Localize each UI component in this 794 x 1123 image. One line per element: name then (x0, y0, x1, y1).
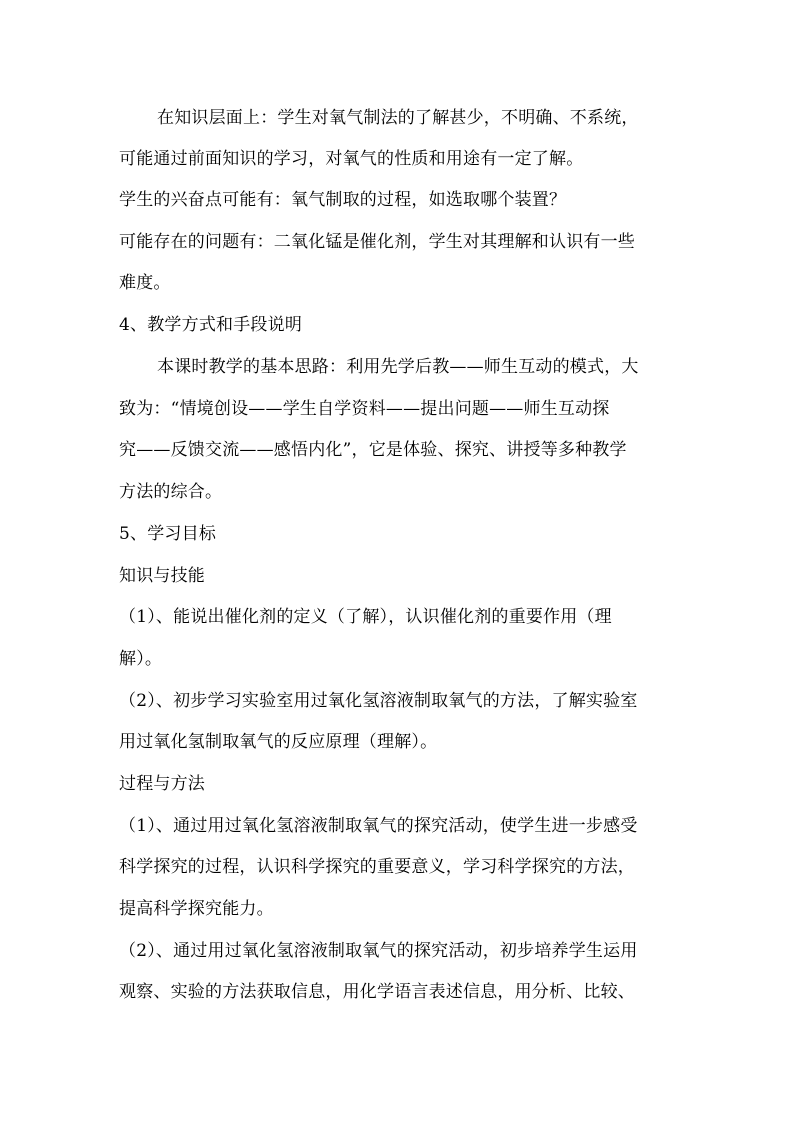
subheading-process-methods: 过程与方法 (119, 774, 205, 794)
paragraph-teaching-approach: 本课时教学的基本思路：利用先学后教——师生互动的模式，大 (157, 357, 639, 377)
paragraph-knowledge-level: 在知识层面上：学生对氧气制法的了解甚少，不明确、不系统， (157, 108, 639, 128)
paragraph-possible-problems: 可能存在的问题有：二氧化锰是催化剂，学生对其理解和认识有一些 (119, 232, 635, 252)
paragraph-interest-points: 学生的兴奋点可能有：氧气制取的过程，如选取哪个装置？ (119, 190, 567, 210)
paragraph-teaching-approach-cont-2: 究——反馈交流——感悟内化”，它是体验、探究、讲授等多种教学 (119, 440, 627, 460)
paragraph-teaching-approach-cont-3: 方法的综合。 (119, 482, 223, 502)
list-item-process-1-cont-1: 科学探究的过程，认识科学探究的重要意义，学习科学探究的方法， (119, 857, 635, 877)
list-item-knowledge-2-cont: 用过氧化氢制取氧气的反应原理（理解）。 (119, 732, 438, 752)
paragraph-knowledge-level-cont: 可能通过前面知识的学习，对氧气的性质和用途有一定了解。 (119, 149, 584, 169)
list-item-knowledge-2: （2）、初步学习实验室用过氧化氢溶液制取氧气的方法，了解实验室 (119, 691, 638, 711)
section-heading-teaching-methods: 4、教学方式和手段说明 (119, 315, 303, 335)
list-item-process-1-cont-2: 提高科学探究能力。 (119, 899, 274, 919)
list-item-process-2: （2）、通过用过氧化氢溶液制取氧气的探究活动，初步培养学生运用 (119, 941, 638, 961)
list-item-process-2-cont: 观察、实验的方法获取信息，用化学语言表述信息，用分析、比较、 (119, 982, 635, 1002)
list-item-process-1: （1）、通过用过氧化氢溶液制取氧气的探究活动，使学生进一步感受 (119, 816, 638, 836)
paragraph-possible-problems-cont: 难度。 (119, 273, 171, 293)
paragraph-teaching-approach-cont-1: 致为：“情境创设——学生自学资料——提出问题——师生互动探 (119, 399, 610, 419)
list-item-knowledge-1-cont: 解）。 (119, 649, 163, 669)
subheading-knowledge-skills: 知识与技能 (119, 566, 205, 586)
section-heading-learning-objectives: 5、学习目标 (119, 524, 217, 544)
list-item-knowledge-1: （1）、能说出催化剂的定义（了解），认识催化剂的重要作用（理 (119, 607, 612, 627)
